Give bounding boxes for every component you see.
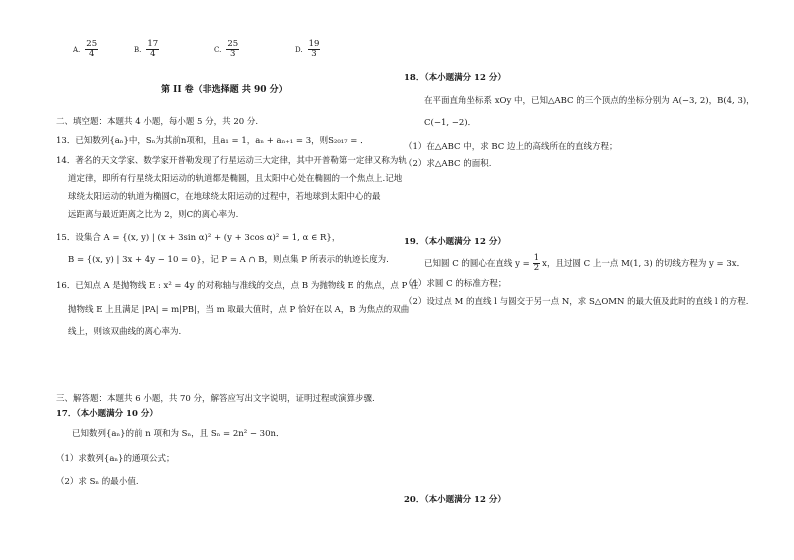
option-fraction: $\frac{17}{4}$ bbox=[147, 39, 159, 59]
question-19-fraction: $\frac{1}{2}$ bbox=[533, 253, 540, 273]
question-19-title: 19．（本小题满分 12 分） bbox=[404, 237, 506, 247]
question-18-part1: （1）在△ABC 中，求 BC 边上的高线所在的直线方程； bbox=[404, 142, 618, 152]
part2-title: 第 II 卷（非选择题 共 90 分） bbox=[161, 85, 288, 95]
question-19-stem-a: 已知圆 C 的圆心在直线 y = bbox=[424, 258, 530, 269]
question-16-line2: 抛物线 E 上且满足 |PA| = m|PB|，当 m 取最大值时，点 P 恰好在以 A，B 为焦点的双曲 bbox=[68, 305, 410, 315]
question-17-stem: 已知数列{aₙ}的前 n 项和为 Sₙ，且 Sₙ = 2n² − 30n． bbox=[72, 429, 285, 439]
question-20-title: 20．（本小题满分 12 分） bbox=[404, 495, 506, 505]
question-17-title: 17．（本小题满分 10 分） bbox=[56, 409, 158, 419]
question-19-part1: （1）求圆 C 的标准方程； bbox=[404, 279, 507, 289]
option-fraction: $\frac{25}{3}$ bbox=[227, 39, 239, 59]
question-19-stem bbox=[424, 254, 745, 273]
question-17-part1: （1）求数列{aₙ}的通项公式； bbox=[56, 454, 175, 464]
option-letter: A. bbox=[73, 45, 81, 54]
question-14-line1: 14．著名的天文学家、数学家开普勒发现了行星运动三大定律，其中开普勒第一定律又称为轨 bbox=[56, 156, 407, 166]
question-14-line2: 道定律，即所有行星绕太阳运动的轨道都是椭圆，且太阳中心处在椭圆的一个焦点上.记地 bbox=[68, 174, 403, 184]
option-c bbox=[214, 40, 239, 59]
question-14-line4: 远距离与最近距离之比为 2，则C的离心率为. bbox=[68, 210, 239, 220]
option-letter: B. bbox=[134, 45, 142, 54]
question-18-title: 18．（本小题满分 12 分） bbox=[404, 73, 506, 83]
option-letter: C. bbox=[214, 45, 222, 54]
solve-heading: 三、解答题：本题共 6 小题，共 70 分，解答应写出文字说明，证明过程或演算步骤. bbox=[56, 394, 375, 404]
option-b bbox=[134, 40, 159, 59]
option-fraction: $\frac{25}{4}$ bbox=[86, 39, 98, 59]
fill-blank-heading: 二、填空题：本题共 4 小题，每小题 5 分，共 20 分. bbox=[56, 117, 259, 127]
question-13: 13．已知数列{aₙ}中，Sₙ为其前n项和，且a₁ = 1，aₙ + aₙ₊₁ = 3，则S₂₀₁₇ = ． bbox=[56, 136, 369, 146]
question-16-line1: 16．已知点 A 是抛物线 E : x² = 4y 的对称轴与准线的交点，点 B 为抛物线 E 的焦点，点 P 在 bbox=[56, 281, 419, 291]
question-19-part2: （2）设过点 M 的直线 l 与圆交于另一点 N，求 S△OMN 的最大值及此时的直线 l 的方程. bbox=[404, 297, 749, 307]
option-d bbox=[295, 40, 320, 59]
question-18-stem-line2: C(−1, −2)． bbox=[424, 118, 477, 128]
option-fraction: $\frac{19}{3}$ bbox=[308, 39, 320, 59]
question-18-part2: （2）求△ABC 的面积. bbox=[404, 159, 492, 169]
question-19-stem-b: x，且过圆 C 上一点 M(1, 3) 的切线方程为 y = 3x． bbox=[542, 258, 746, 269]
question-16-line3: 线上，则该双曲线的离心率为. bbox=[68, 327, 182, 337]
question-17-part2: （2）求 Sₙ 的最小值. bbox=[56, 477, 139, 487]
question-14-line3: 球绕太阳运动的轨道为椭圆C，在地球绕太阳运动的过程中，若地球到太阳中心的最 bbox=[68, 192, 381, 202]
question-15-line1: 15．设集合 A = {(x, y) | (x + 3sin α)² + (y + 3cos α)² = 1, α ∈ R}， bbox=[56, 233, 341, 243]
option-a bbox=[73, 40, 98, 59]
option-letter: D. bbox=[295, 45, 303, 54]
question-18-stem-line1: 在平面直角坐标系 xOy 中，已知△ABC 的三个顶点的坐标分别为 A(−3, 2)，B(4, 3)， bbox=[424, 96, 755, 106]
question-15-line2: B = {(x, y) | 3x + 4y − 10 = 0}，记 P = A ∩ B，则点集 P 所表示的轨迹长度为. bbox=[68, 255, 389, 265]
